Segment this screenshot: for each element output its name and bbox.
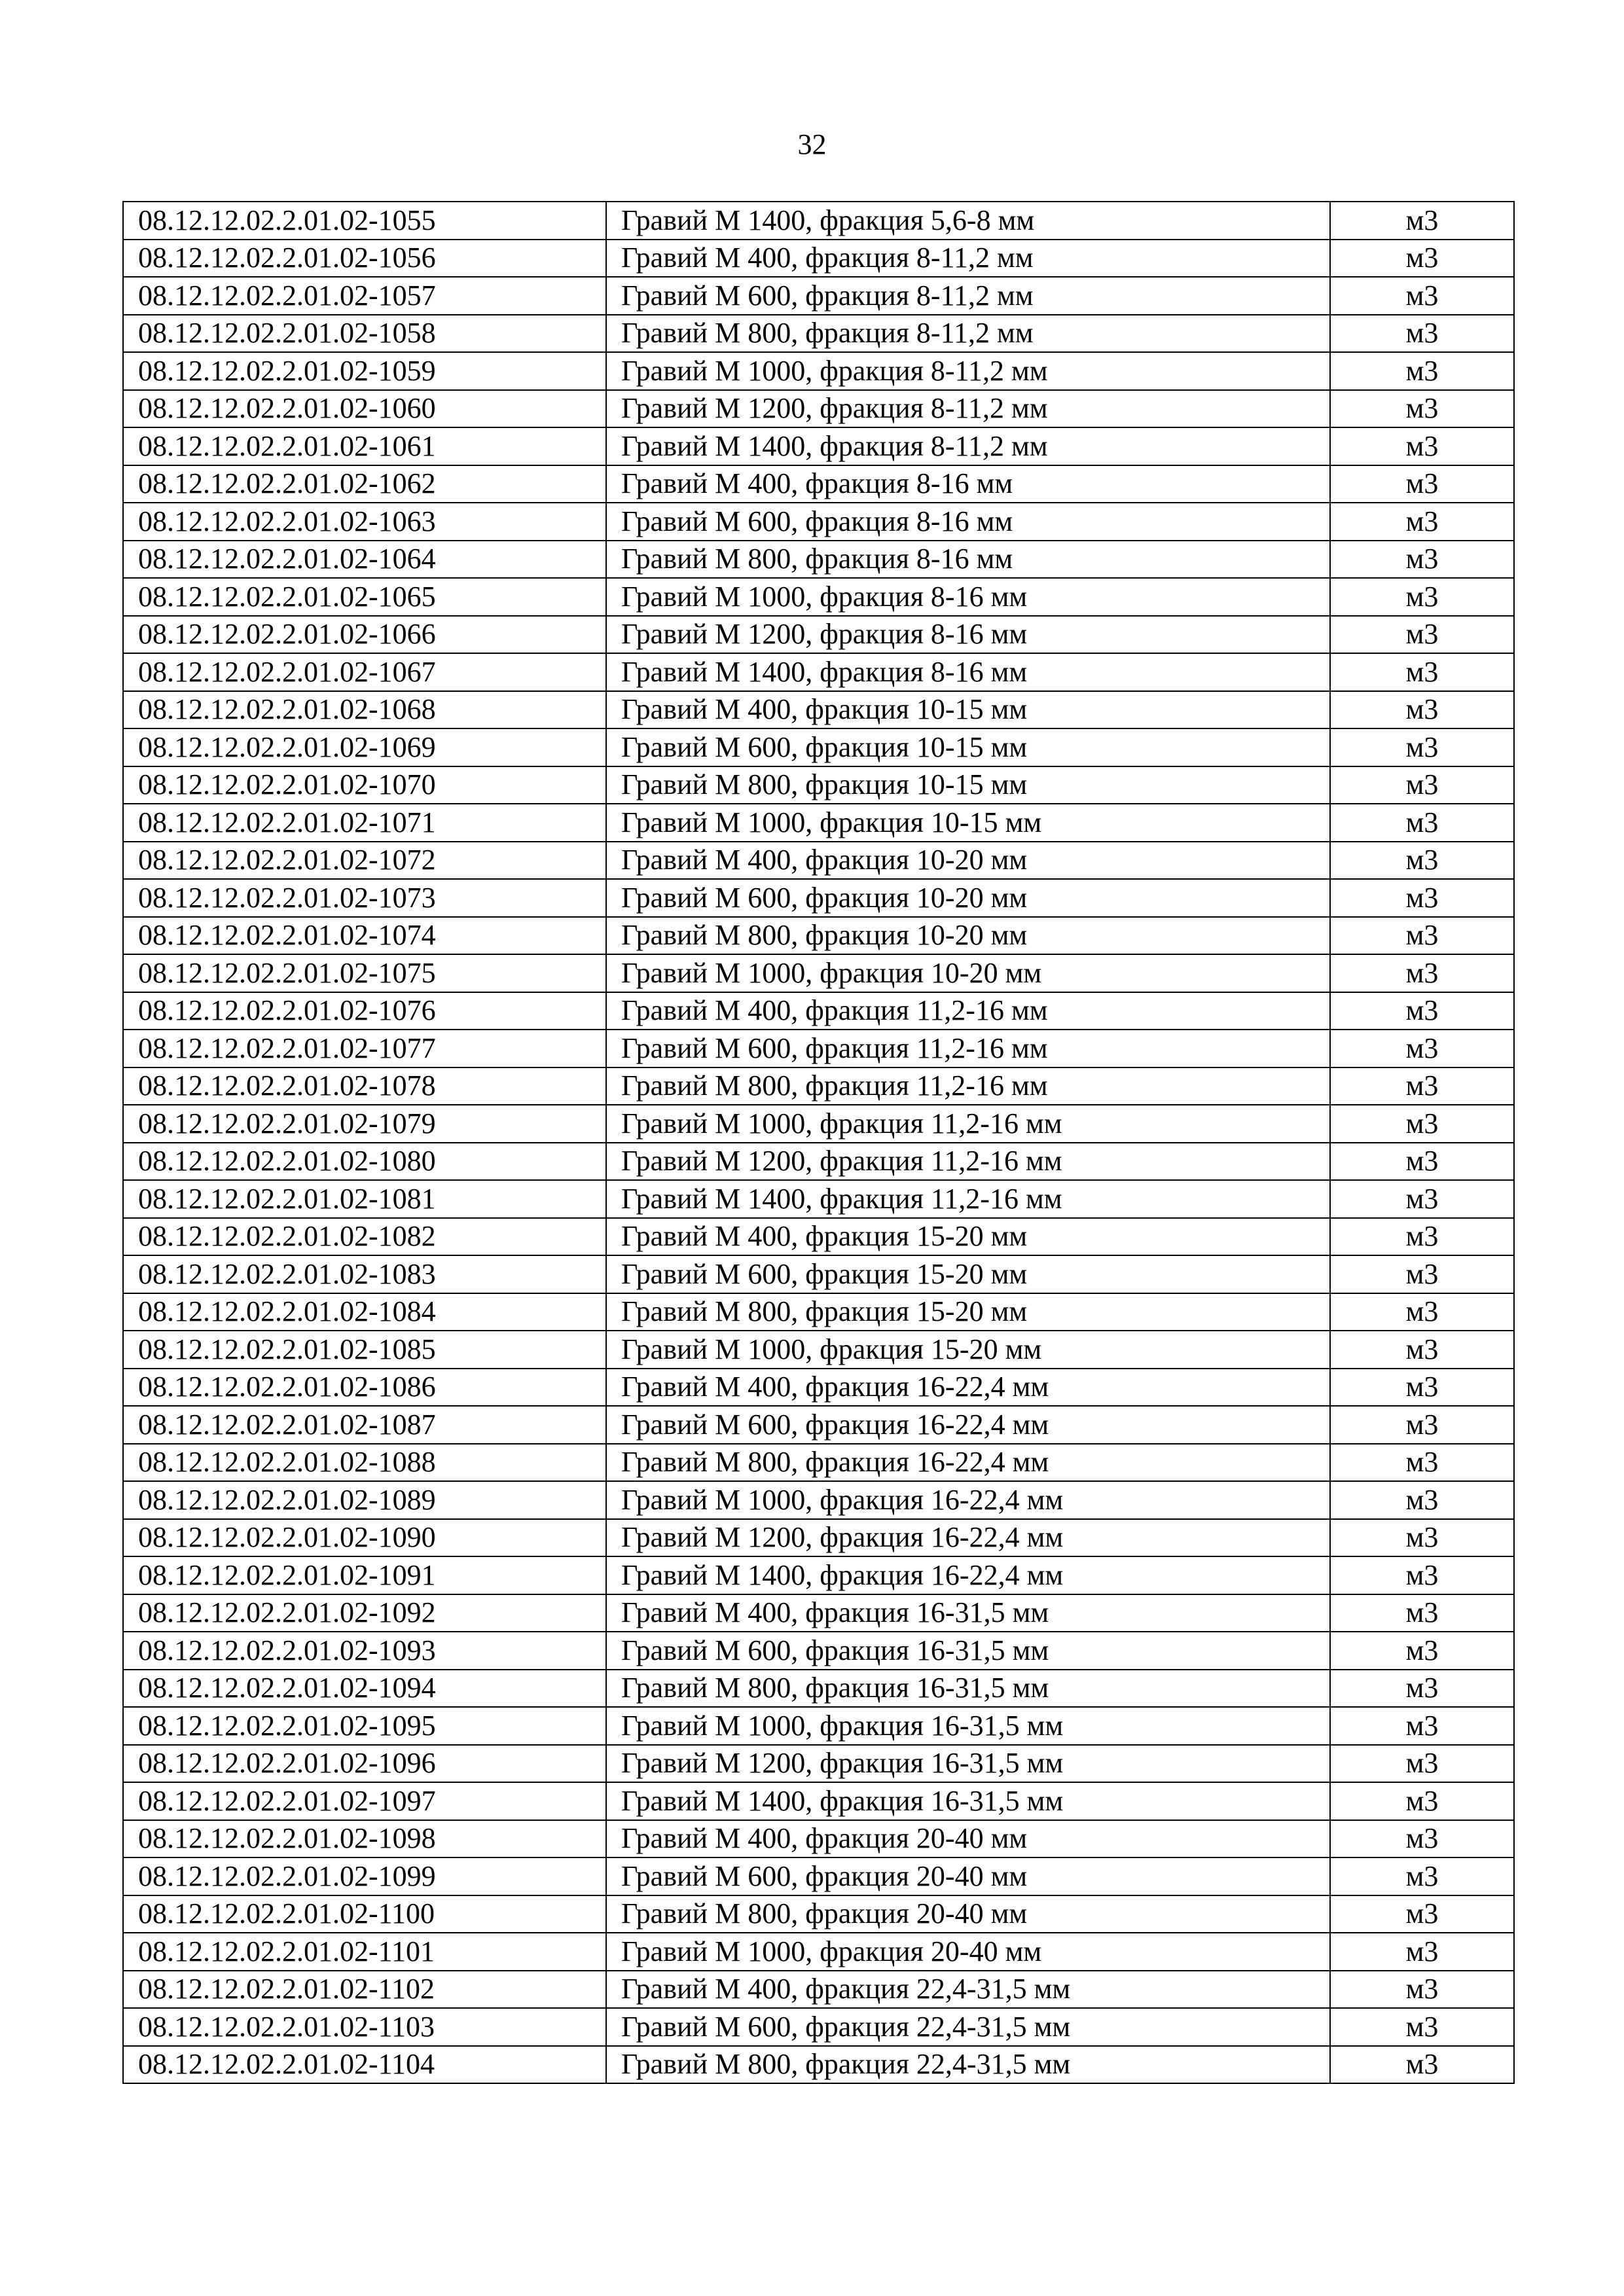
table-row: [123, 1218, 1514, 1256]
unit-cell: м3: [1330, 1143, 1514, 1181]
table-row: [123, 1143, 1514, 1181]
code-cell: 08.12.12.02.2.01.02-1077: [123, 1030, 606, 1067]
name-cell: Гравий М 1000, фракция 8-16 мм: [606, 578, 1330, 616]
unit-cell: м3: [1330, 1481, 1514, 1519]
table-row: [123, 541, 1514, 579]
name-cell: Гравий М 1000, фракция 10-20 мм: [606, 954, 1330, 992]
code-cell: 08.12.12.02.2.01.02-1066: [123, 616, 606, 654]
table-row: [123, 1105, 1514, 1143]
unit-cell: м3: [1330, 842, 1514, 880]
code-cell: 08.12.12.02.2.01.02-1060: [123, 390, 606, 428]
unit-cell: м3: [1330, 1707, 1514, 1745]
unit-cell: м3: [1330, 1857, 1514, 1895]
code-cell: 08.12.12.02.2.01.02-1079: [123, 1105, 606, 1143]
name-cell: Гравий М 1000, фракция 16-31,5 мм: [606, 1707, 1330, 1745]
code-cell: 08.12.12.02.2.01.02-1081: [123, 1180, 606, 1218]
name-cell: Гравий М 400, фракция 8-16 мм: [606, 465, 1330, 503]
code-cell: 08.12.12.02.2.01.02-1072: [123, 842, 606, 880]
table-row: [123, 1782, 1514, 1820]
table-row: [123, 691, 1514, 729]
name-cell: Гравий М 800, фракция 10-15 мм: [606, 766, 1330, 804]
code-cell: 08.12.12.02.2.01.02-1073: [123, 879, 606, 917]
table-row: [123, 1331, 1514, 1369]
name-cell: Гравий М 1000, фракция 11,2-16 мм: [606, 1105, 1330, 1143]
unit-cell: м3: [1330, 503, 1514, 541]
name-cell: Гравий М 1400, фракция 11,2-16 мм: [606, 1180, 1330, 1218]
code-cell: 08.12.12.02.2.01.02-1067: [123, 653, 606, 691]
unit-cell: м3: [1330, 427, 1514, 465]
table-body: [123, 202, 1514, 2083]
unit-cell: м3: [1330, 691, 1514, 729]
code-cell: 08.12.12.02.2.01.02-1092: [123, 1594, 606, 1632]
table-row: [123, 2046, 1514, 2084]
table-row: [123, 277, 1514, 315]
unit-cell: м3: [1330, 1331, 1514, 1369]
name-cell: Гравий М 400, фракция 10-15 мм: [606, 691, 1330, 729]
code-cell: 08.12.12.02.2.01.02-1074: [123, 917, 606, 955]
table-row: [123, 766, 1514, 804]
name-cell: Гравий М 1200, фракция 8-11,2 мм: [606, 390, 1330, 428]
table-row: [123, 1632, 1514, 1670]
table-row: [123, 1180, 1514, 1218]
code-cell: 08.12.12.02.2.01.02-1099: [123, 1857, 606, 1895]
table-row: [123, 616, 1514, 654]
code-cell: 08.12.12.02.2.01.02-1082: [123, 1218, 606, 1256]
table-row: [123, 1369, 1514, 1407]
table-row: [123, 992, 1514, 1030]
code-cell: 08.12.12.02.2.01.02-1075: [123, 954, 606, 992]
table-row: [123, 1594, 1514, 1632]
unit-cell: м3: [1330, 1820, 1514, 1858]
name-cell: Гравий М 400, фракция 10-20 мм: [606, 842, 1330, 880]
name-cell: Гравий М 600, фракция 11,2-16 мм: [606, 1030, 1330, 1067]
unit-cell: м3: [1330, 1030, 1514, 1067]
table-row: [123, 240, 1514, 278]
table-row: [123, 653, 1514, 691]
unit-cell: м3: [1330, 879, 1514, 917]
code-cell: 08.12.12.02.2.01.02-1093: [123, 1632, 606, 1670]
name-cell: Гравий М 800, фракция 16-22,4 мм: [606, 1444, 1330, 1482]
unit-cell: м3: [1330, 1556, 1514, 1594]
name-cell: Гравий М 400, фракция 22,4-31,5 мм: [606, 1971, 1330, 2009]
name-cell: Гравий М 800, фракция 10-20 мм: [606, 917, 1330, 955]
unit-cell: м3: [1330, 352, 1514, 390]
code-cell: 08.12.12.02.2.01.02-1103: [123, 2008, 606, 2046]
name-cell: Гравий М 1400, фракция 8-11,2 мм: [606, 427, 1330, 465]
unit-cell: м3: [1330, 1180, 1514, 1218]
name-cell: Гравий М 600, фракция 10-20 мм: [606, 879, 1330, 917]
page-number: 32: [797, 128, 827, 160]
unit-cell: м3: [1330, 1369, 1514, 1407]
table-row: [123, 804, 1514, 842]
code-cell: 08.12.12.02.2.01.02-1071: [123, 804, 606, 842]
code-cell: 08.12.12.02.2.01.02-1057: [123, 277, 606, 315]
name-cell: Гравий М 400, фракция 11,2-16 мм: [606, 992, 1330, 1030]
code-cell: 08.12.12.02.2.01.02-1086: [123, 1369, 606, 1407]
unit-cell: м3: [1330, 240, 1514, 278]
unit-cell: м3: [1330, 1105, 1514, 1143]
name-cell: Гравий М 1400, фракция 8-16 мм: [606, 653, 1330, 691]
unit-cell: м3: [1330, 1933, 1514, 1971]
table-row: [123, 1067, 1514, 1105]
code-cell: 08.12.12.02.2.01.02-1104: [123, 2046, 606, 2084]
unit-cell: м3: [1330, 766, 1514, 804]
unit-cell: м3: [1330, 1444, 1514, 1482]
code-cell: 08.12.12.02.2.01.02-1076: [123, 992, 606, 1030]
unit-cell: м3: [1330, 2046, 1514, 2084]
unit-cell: м3: [1330, 653, 1514, 691]
name-cell: Гравий М 1000, фракция 15-20 мм: [606, 1331, 1330, 1369]
code-cell: 08.12.12.02.2.01.02-1070: [123, 766, 606, 804]
table-row: [123, 1255, 1514, 1293]
name-cell: Гравий М 1000, фракция 8-11,2 мм: [606, 352, 1330, 390]
code-cell: 08.12.12.02.2.01.02-1080: [123, 1143, 606, 1181]
table-row: [123, 390, 1514, 428]
unit-cell: м3: [1330, 1632, 1514, 1670]
table-row: [123, 2008, 1514, 2046]
table-row: [123, 1820, 1514, 1858]
unit-cell: м3: [1330, 1218, 1514, 1256]
unit-cell: м3: [1330, 315, 1514, 353]
code-cell: 08.12.12.02.2.01.02-1065: [123, 578, 606, 616]
code-cell: 08.12.12.02.2.01.02-1085: [123, 1331, 606, 1369]
unit-cell: м3: [1330, 1971, 1514, 2009]
unit-cell: м3: [1330, 1067, 1514, 1105]
code-cell: 08.12.12.02.2.01.02-1083: [123, 1255, 606, 1293]
unit-cell: м3: [1330, 1745, 1514, 1783]
unit-cell: м3: [1330, 465, 1514, 503]
code-cell: 08.12.12.02.2.01.02-1084: [123, 1293, 606, 1331]
name-cell: Гравий М 1200, фракция 16-31,5 мм: [606, 1745, 1330, 1783]
name-cell: Гравий М 600, фракция 16-31,5 мм: [606, 1632, 1330, 1670]
table-row: [123, 352, 1514, 390]
unit-cell: м3: [1330, 1255, 1514, 1293]
name-cell: Гравий М 600, фракция 15-20 мм: [606, 1255, 1330, 1293]
name-cell: Гравий М 1400, фракция 16-31,5 мм: [606, 1782, 1330, 1820]
table-row: [123, 1707, 1514, 1745]
table-row: [123, 578, 1514, 616]
unit-cell: м3: [1330, 541, 1514, 579]
unit-cell: м3: [1330, 390, 1514, 428]
unit-cell: м3: [1330, 1670, 1514, 1708]
unit-cell: м3: [1330, 954, 1514, 992]
table-row: [123, 728, 1514, 766]
resource-code-table: [122, 201, 1515, 2084]
unit-cell: м3: [1330, 202, 1514, 240]
unit-cell: м3: [1330, 578, 1514, 616]
name-cell: Гравий М 800, фракция 16-31,5 мм: [606, 1670, 1330, 1708]
name-cell: Гравий М 800, фракция 8-16 мм: [606, 541, 1330, 579]
code-cell: 08.12.12.02.2.01.02-1062: [123, 465, 606, 503]
code-cell: 08.12.12.02.2.01.02-1058: [123, 315, 606, 353]
name-cell: Гравий М 600, фракция 20-40 мм: [606, 1857, 1330, 1895]
name-cell: Гравий М 400, фракция 8-11,2 мм: [606, 240, 1330, 278]
unit-cell: м3: [1330, 616, 1514, 654]
unit-cell: м3: [1330, 1519, 1514, 1557]
unit-cell: м3: [1330, 992, 1514, 1030]
table-row: [123, 1444, 1514, 1482]
name-cell: Гравий М 400, фракция 16-31,5 мм: [606, 1594, 1330, 1632]
code-cell: 08.12.12.02.2.01.02-1059: [123, 352, 606, 390]
name-cell: Гравий М 600, фракция 10-15 мм: [606, 728, 1330, 766]
code-cell: 08.12.12.02.2.01.02-1056: [123, 240, 606, 278]
code-cell: 08.12.12.02.2.01.02-1102: [123, 1971, 606, 2009]
unit-cell: м3: [1330, 1895, 1514, 1933]
code-cell: 08.12.12.02.2.01.02-1094: [123, 1670, 606, 1708]
code-cell: 08.12.12.02.2.01.02-1090: [123, 1519, 606, 1557]
unit-cell: м3: [1330, 1293, 1514, 1331]
table-row: [123, 1857, 1514, 1895]
name-cell: Гравий М 400, фракция 16-22,4 мм: [606, 1369, 1330, 1407]
table-row: [123, 1481, 1514, 1519]
code-cell: 08.12.12.02.2.01.02-1096: [123, 1745, 606, 1783]
table-row: [123, 917, 1514, 955]
code-cell: 08.12.12.02.2.01.02-1063: [123, 503, 606, 541]
name-cell: Гравий М 1400, фракция 5,6-8 мм: [606, 202, 1330, 240]
table-row: [123, 202, 1514, 240]
code-cell: 08.12.12.02.2.01.02-1091: [123, 1556, 606, 1594]
code-cell: 08.12.12.02.2.01.02-1078: [123, 1067, 606, 1105]
name-cell: Гравий М 800, фракция 22,4-31,5 мм: [606, 2046, 1330, 2084]
table-row: [123, 1971, 1514, 2009]
code-cell: 08.12.12.02.2.01.02-1098: [123, 1820, 606, 1858]
table-row: [123, 427, 1514, 465]
table-row: [123, 1406, 1514, 1444]
table-row: [123, 1556, 1514, 1594]
unit-cell: м3: [1330, 1594, 1514, 1632]
unit-cell: м3: [1330, 277, 1514, 315]
unit-cell: м3: [1330, 728, 1514, 766]
table-row: [123, 879, 1514, 917]
table-row: [123, 842, 1514, 880]
table-row: [123, 315, 1514, 353]
code-cell: 08.12.12.02.2.01.02-1069: [123, 728, 606, 766]
name-cell: Гравий М 400, фракция 20-40 мм: [606, 1820, 1330, 1858]
unit-cell: м3: [1330, 1782, 1514, 1820]
code-cell: 08.12.12.02.2.01.02-1087: [123, 1406, 606, 1444]
code-cell: 08.12.12.02.2.01.02-1064: [123, 541, 606, 579]
name-cell: Гравий М 600, фракция 16-22,4 мм: [606, 1406, 1330, 1444]
table-row: [123, 1933, 1514, 1971]
code-cell: 08.12.12.02.2.01.02-1100: [123, 1895, 606, 1933]
name-cell: Гравий М 600, фракция 8-11,2 мм: [606, 277, 1330, 315]
name-cell: Гравий М 800, фракция 8-11,2 мм: [606, 315, 1330, 353]
name-cell: Гравий М 600, фракция 22,4-31,5 мм: [606, 2008, 1330, 2046]
name-cell: Гравий М 800, фракция 11,2-16 мм: [606, 1067, 1330, 1105]
code-cell: 08.12.12.02.2.01.02-1101: [123, 1933, 606, 1971]
code-cell: 08.12.12.02.2.01.02-1097: [123, 1782, 606, 1820]
table-row: [123, 1670, 1514, 1708]
unit-cell: м3: [1330, 804, 1514, 842]
table-row: [123, 1745, 1514, 1783]
code-cell: 08.12.12.02.2.01.02-1089: [123, 1481, 606, 1519]
name-cell: Гравий М 1000, фракция 20-40 мм: [606, 1933, 1330, 1971]
unit-cell: м3: [1330, 2008, 1514, 2046]
name-cell: Гравий М 1200, фракция 11,2-16 мм: [606, 1143, 1330, 1181]
name-cell: Гравий М 1000, фракция 16-22,4 мм: [606, 1481, 1330, 1519]
name-cell: Гравий М 1400, фракция 16-22,4 мм: [606, 1556, 1330, 1594]
name-cell: Гравий М 1000, фракция 10-15 мм: [606, 804, 1330, 842]
table-row: [123, 503, 1514, 541]
table-row: [123, 1293, 1514, 1331]
code-cell: 08.12.12.02.2.01.02-1068: [123, 691, 606, 729]
name-cell: Гравий М 800, фракция 15-20 мм: [606, 1293, 1330, 1331]
code-cell: 08.12.12.02.2.01.02-1061: [123, 427, 606, 465]
table-row: [123, 954, 1514, 992]
table-row: [123, 1519, 1514, 1557]
code-cell: 08.12.12.02.2.01.02-1095: [123, 1707, 606, 1745]
unit-cell: м3: [1330, 1406, 1514, 1444]
name-cell: Гравий М 400, фракция 15-20 мм: [606, 1218, 1330, 1256]
code-cell: 08.12.12.02.2.01.02-1088: [123, 1444, 606, 1482]
name-cell: Гравий М 600, фракция 8-16 мм: [606, 503, 1330, 541]
table-row: [123, 1895, 1514, 1933]
table-row: [123, 1030, 1514, 1067]
name-cell: Гравий М 1200, фракция 8-16 мм: [606, 616, 1330, 654]
unit-cell: м3: [1330, 917, 1514, 955]
name-cell: Гравий М 1200, фракция 16-22,4 мм: [606, 1519, 1330, 1557]
code-cell: 08.12.12.02.2.01.02-1055: [123, 202, 606, 240]
table-row: [123, 465, 1514, 503]
name-cell: Гравий М 800, фракция 20-40 мм: [606, 1895, 1330, 1933]
